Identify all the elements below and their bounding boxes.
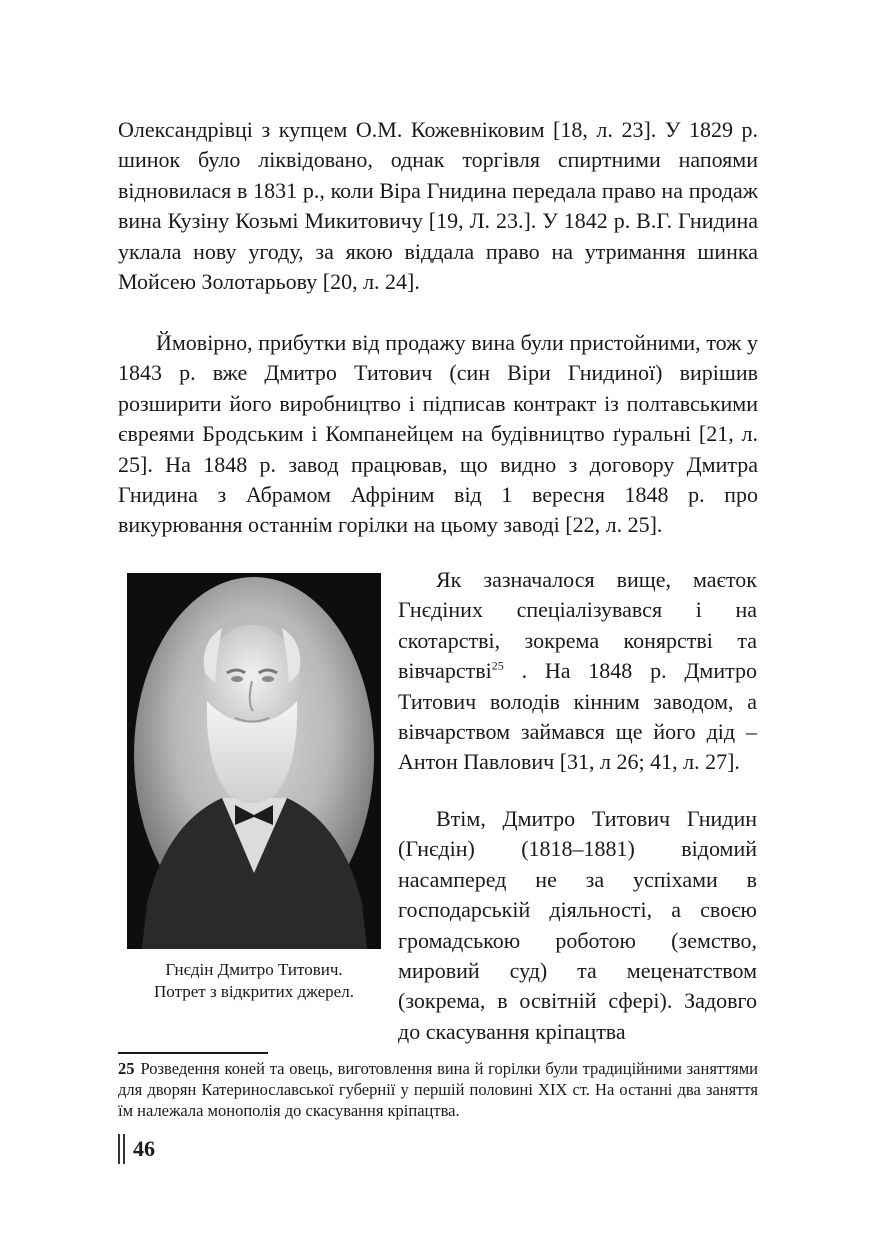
caption-line-2: Потрет з відкритих джерел. xyxy=(154,982,354,1001)
portrait-figure xyxy=(127,573,381,1003)
footnote-divider xyxy=(118,1052,268,1054)
paragraph-3-text-before: Як зазначалося вище, маєток Гнєдіних спеціалізувався і на скотарстві, зокрема конярстві та вівчарстві xyxy=(398,567,757,684)
page-number: 46 xyxy=(133,1136,155,1161)
page-number-block xyxy=(118,1134,155,1164)
footnote-25 xyxy=(118,1058,758,1121)
paragraph-1: Олександрівці з купцем О.М. Кожевніковим [18, л. 23]. У 1829 р. шинок було ліквідовано, однак торгівля спиртними напоями відновилася в 1831 р., коли Віра Гнидина передала право на продаж вина Кузіну Козьмі Микитовичу [19, Л. 23.]. У 1842 р. В.Г. Гнидина уклала нову угоду, за якою віддала право на утримання шинка Мойсею Золотарьову [20, л. 24]. xyxy=(118,117,758,295)
footnote-text: Розведення коней та овець, виготовлення вина й горілки були традиційними заняттями для дворян Катеринославської губернії у першій половині XIX ст. На останні два заняття їм належала монополія до скасування кріпацтва. xyxy=(118,1059,758,1120)
portrait-photo xyxy=(127,573,381,949)
paragraph-3-text-after: . На 1848 р. Дмитро Титович володів кінним заводом, а вівчарством займався ще його дід – Антон Павлович [31, л 26; 41, л. 27]. xyxy=(398,658,757,775)
paragraph-2: Ймовірно, прибутки від продажу вина були пристойними, тож у 1843 р. вже Дмитро Титович (син Віри Гнидиної) вирішив розширити його виробництво і підписав контракт із полтавськими євреями Бродським і Компанейцем на будівництво ґуральні [21, л. 25]. На 1848 р. завод працював, що видно з договору Дмитра Гнидина з Абрамом Афріним від 1 вересня 1848 р. про викурювання останнім горілки на цьому заводі [22, л. 25]. xyxy=(118,330,758,538)
page-number-bars xyxy=(118,1134,125,1164)
portrait-caption xyxy=(127,959,381,1003)
paragraph-3 xyxy=(398,565,757,778)
footnote-ref-25[interactable]: 25 xyxy=(491,658,504,673)
caption-line-1: Гнєдін Дмитро Титович. xyxy=(165,960,343,979)
footnote-number: 25 xyxy=(118,1059,135,1078)
paragraph-4: Втім, Дмитро Титович Гнидин (Гнєдін) (1818–1881) відомий насамперед не за успіхами в господарській діяльності, а своєю громадською роботою (земство, мировий суд) та меценатством (зокрема, в освітній сфері). Задовго до скасування кріпацтва xyxy=(398,806,757,1044)
